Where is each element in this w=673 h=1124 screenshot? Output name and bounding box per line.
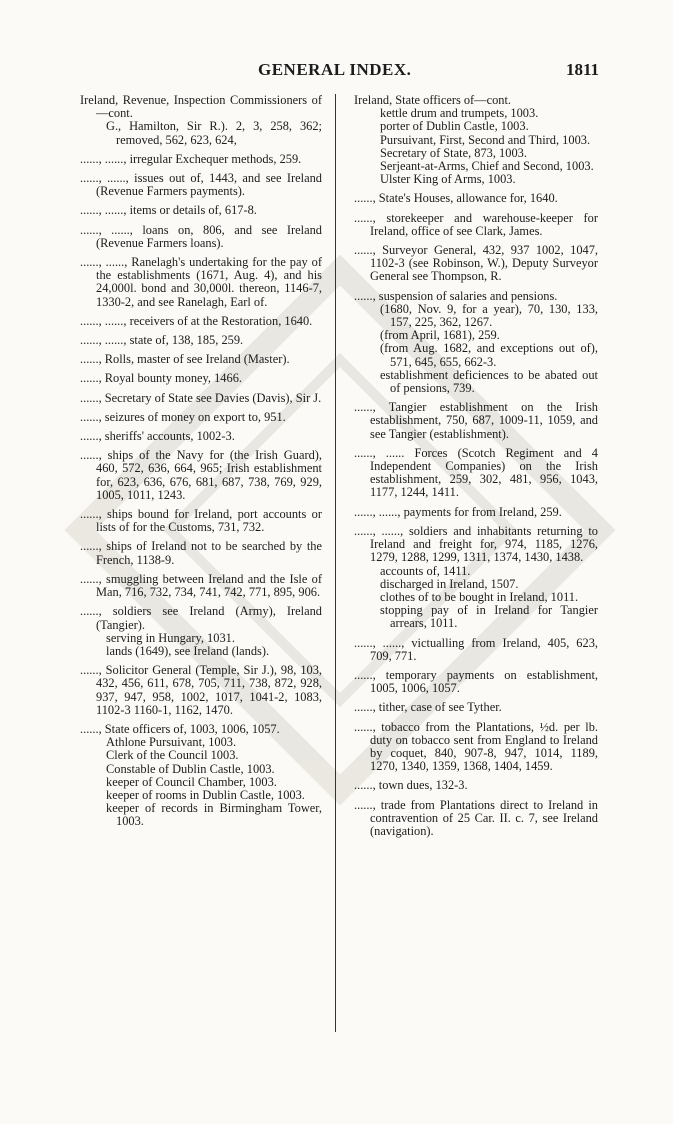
index-entry-heading: ......, ......, issues out of, 1443, and see Ireland (Revenue Farmers payments). [80,171,322,199]
index-subentry: Constable of Dublin Castle, 1003. [106,761,275,776]
index-entry-heading: ......, ......, receivers of at the Restoration, 1640. [80,313,313,328]
index-entry [80,449,322,502]
index-entry-heading: ......, town dues, 132-3. [354,778,468,793]
index-entry [354,447,598,500]
index-entry-heading: ......, Royal bounty money, 1466. [80,371,242,386]
index-subentry: serving in Hungary, 1031. [106,630,235,645]
index-entry-heading: ......, ......, loans on, 806, and see Ireland (Revenue Farmers loans). [80,222,322,250]
index-subentry: G., Hamilton, Sir R.). 2, 3, 258, 362; removed, 562, 623, 624, [106,119,322,147]
index-entry [80,540,322,566]
index-entry [354,506,598,519]
index-entry-heading: ......, ......, payments for from Ireland, 259. [354,504,562,519]
index-subentry: (from Aug. 1682, and exceptions out of), 571, 645, 655, 662-3. [380,341,598,369]
index-entry [80,573,322,599]
index-subentry: Serjeant-at-Arms, Chief and Second, 1003. [380,159,594,174]
index-entry-heading: ......, ships of the Navy for (the Irish Guard), 460, 572, 636, 664, 965; Irish establishment for, 623, 636, 676, 681, 687, 738, 769, 929, 1005, 1011, 1243. [80,448,322,502]
index-entry-heading: ......, State's Houses, allowance for, 1640. [354,191,558,206]
index-entry [80,224,322,250]
index-entry [354,290,598,396]
page-header [0,60,673,84]
index-subentry: Secretary of State, 873, 1003. [380,145,527,160]
index-subentry: stopping pay of in Ireland for Tangier arrears, 1011. [380,603,598,631]
running-title: GENERAL INDEX. [258,60,412,79]
index-subentry: (from April, 1681), 259. [380,328,500,343]
index-entry [80,353,322,366]
index-subentry: Pursuivant, First, Second and Third, 1003. [380,132,591,147]
index-entry [80,256,322,309]
index-subentry: (1680, Nov. 9, for a year), 70, 130, 133, 157, 225, 362, 1267. [380,301,598,330]
index-subentry: Ulster King of Arms, 1003. [380,172,516,187]
index-entry [80,664,322,717]
right-index-column [354,94,598,844]
index-entry [354,212,598,238]
index-entry [354,525,598,631]
index-entry [80,392,322,405]
index-entry [354,244,598,284]
index-subentry: keeper of records in Birmingham Tower, 1003. [106,801,322,829]
index-subentry: lands (1649), see Ireland (lands). [106,643,270,658]
index-subentry: kettle drum and trumpets, 1003. [380,106,539,121]
index-entry [80,508,322,534]
left-index-column [80,94,322,835]
index-entry-heading: ......, Tangier establishment on the Irish establishment, 750, 687, 1009-11, 1059, and see Tangier (establishment). [354,400,598,441]
index-entry [354,192,598,205]
index-entry [80,315,322,328]
index-subentry: keeper of Council Chamber, 1003. [106,774,277,789]
index-entry-heading: ......, ......, Ranelagh's undertaking for the pay of the establishments (1671, Aug. 4), and his 24,000l. bond and 30,000l. thereon, 1146-7, 1330-2, and see Ranelagh, Earl of. [80,255,322,309]
index-subentry: keeper of rooms in Dublin Castle, 1003. [106,787,305,802]
index-subentry: Athlone Pursuivant, 1003. [106,735,237,750]
index-entry [80,204,322,217]
index-entry-heading: ......, tither, case of see Tyther. [354,700,502,715]
page-number: 1811 [566,60,600,79]
index-entry-heading: ......, ......, soldiers and inhabitants returning to Ireland and freight for, 974, 1185, 1276, 1279, 1288, 1299, 1311, 1374, 1430, 1438. [354,523,598,565]
index-entry-heading: Ireland, State officers of—cont. [354,93,512,107]
index-entry [354,721,598,774]
index-entry [354,799,598,839]
index-entry-heading: ......, smuggling between Ireland and the Isle of Man, 716, 732, 734, 741, 742, 771, 895, 906. [80,571,322,600]
index-entry-heading: ......, suspension of salaries and pensions. [354,288,558,303]
index-entry-heading: ......, tobacco from the Plantations, ½d. per lb. duty on tobacco sent from England to Ireland by coquet, 840, 907-8, 947, 1014, 1189, 1270, 1340, 1359, 1368, 1404, 1459. [354,719,598,774]
index-entry-heading: ......, Solicitor General (Temple, Sir J.), 98, 103, 432, 456, 611, 678, 705, 711, 738, 872, 928, 937, 947, 958, 1002, 1017, 1041-2, 1083, 1102-3 1160-1, 1162, 1470. [80,663,322,717]
index-entry-heading: ......, storekeeper and warehouse-keeper for Ireland, office of see Clark, James. [354,210,598,238]
index-entry [354,779,598,792]
index-entry-heading: ......, ships of Ireland not to be searched by the French, 1138-9. [80,539,322,567]
index-subentry: establishment deficiences to be abated out of pensions, 739. [380,367,598,396]
index-entry [354,669,598,695]
index-entry [354,637,598,663]
index-entry [354,701,598,714]
index-entry-heading: ......, ......, items or details of, 617-8. [80,203,257,218]
index-entry [80,172,322,198]
index-entry-heading: ......, Surveyor General, 432, 937 1002, 1047, 1102-3 (see Robinson, W.), Deputy Surveyor General see Thompson, R. [354,243,598,284]
index-subentry: accounts of, 1411. [380,563,471,578]
index-entry-heading: ......, sheriffs' accounts, 1002-3. [80,429,235,444]
index-entry [80,430,322,443]
index-entry-heading: ......, ships bound for Ireland, port accounts or lists of for the Customs, 731, 732. [80,507,322,535]
index-subentry: porter of Dublin Castle, 1003. [380,119,529,134]
index-entry-heading: ......, ......, irregular Exchequer methods, 259. [80,151,302,166]
index-entry-heading: ......, temporary payments on establishment, 1005, 1006, 1057. [354,667,598,696]
index-subentry: clothes of to be bought in Ireland, 1011. [380,589,579,604]
index-entry-heading: ......, trade from Plantations direct to Ireland in contravention of 25 Car. II. c. 7, see Ireland (navigation). [354,797,598,838]
index-entry-heading: Ireland, Revenue, Inspection Commissioners of—cont. [80,93,322,121]
index-entry [80,334,322,347]
index-entry-heading: ......, Secretary of State see Davies (Davis), Sir J. [80,390,322,405]
index-entry [354,94,598,186]
index-entry [80,153,322,166]
index-subentry: Clerk of the Council 1003. [106,748,239,763]
index-entry [354,401,598,441]
column-divider [335,94,336,1032]
index-entry [80,723,322,829]
index-entry [80,94,322,147]
index-entry-heading: ......, ......, state of, 138, 185, 259. [80,333,244,348]
index-entry-heading: ......, Rolls, master of see Ireland (Master). [80,352,290,367]
index-subentry: discharged in Ireland, 1507. [380,576,519,591]
index-entry [80,411,322,424]
index-entry-heading: ......, State officers of, 1003, 1006, 1057. [80,721,280,736]
index-entry [80,372,322,385]
index-entry-heading: ......, soldiers see Ireland (Army), Ireland (Tangier). [80,604,322,632]
index-entry-heading: ......, ...... Forces (Scotch Regiment and 4 Independent Companies) on the Irish establishment, 259, 302, 481, 956, 1043, 1177, 1244, 1411. [354,445,598,500]
index-entry-heading: ......, seizures of money on export to, 951. [80,409,286,424]
index-entry [80,605,322,658]
index-entry-heading: ......, ......, victualling from Ireland, 405, 623, 709, 771. [354,635,598,663]
